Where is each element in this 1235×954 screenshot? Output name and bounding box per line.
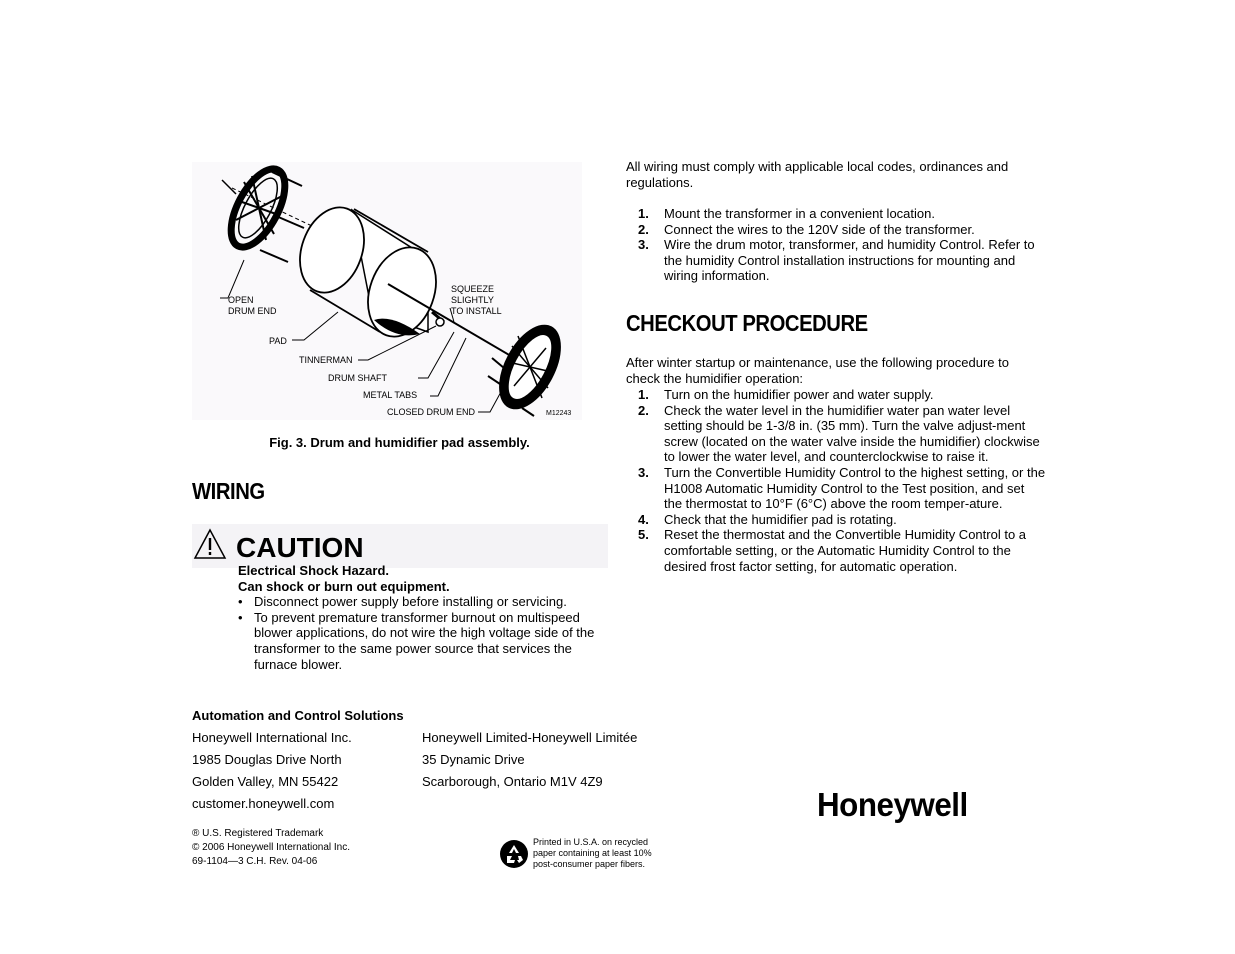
step-text: Reset the thermostat and the Convertible Humidity Control to a comfortable setting, or the Automatic Humidity Control to the desired frost factor setting, for automatic operation. <box>664 527 1027 574</box>
wiring-step <box>626 206 1036 222</box>
address-line: Honeywell Limited-Honeywell Limitée <box>422 730 638 745</box>
step-text: Turn the Convertible Humidity Control to the highest setting, or the H1008 Automatic Humidity Control to the Test position, and set the thermostat to 10°F (6°C) above the room temper-ature. <box>664 464 1046 512</box>
wiring-steps <box>626 206 1036 284</box>
step-number: 4. <box>638 511 649 527</box>
wiring-intro: All wiring must comply with applicable local codes, ordinances and regulations. <box>626 159 1009 190</box>
bullet-mark: • <box>238 609 243 625</box>
drum-assembly-figure <box>192 162 582 420</box>
label-to-install: TO INSTALL <box>451 306 502 316</box>
checkout-heading-wrap <box>626 310 901 337</box>
legal-line: ® U.S. Registered Trademark <box>192 828 324 839</box>
checkout-intro: After winter startup or maintenance, use the following procedure to check the humidifier operation: <box>626 355 1009 386</box>
caution-line2: Can shock or burn out equipment. <box>238 578 450 594</box>
step-number: 2. <box>638 402 649 418</box>
step-text: Wire the drum motor, transformer, and humidity Control. Refer to the humidity Control installation instructions for mounting and wiring information. <box>664 237 1035 284</box>
legal-line: 69-1104—3 C.H. Rev. 04-06 <box>192 856 318 867</box>
step-number: 1. <box>638 387 649 402</box>
step-number: 1. <box>638 206 649 221</box>
label-slightly: SLIGHTLY <box>451 295 494 305</box>
label-drum-end: DRUM END <box>228 306 277 316</box>
website-link[interactable]: customer.honeywell.com <box>192 796 335 811</box>
label-open: OPEN <box>228 295 254 305</box>
us-address <box>192 727 412 815</box>
legal-notes <box>192 827 412 869</box>
step-number: 3. <box>638 464 649 480</box>
recycled-line: paper containing at least 10% <box>533 848 652 858</box>
recycled-line: Printed in U.S.A. on recycled <box>533 837 649 847</box>
caution-bullet <box>238 610 608 672</box>
label-closed-drum-end: CLOSED DRUM END <box>387 407 476 417</box>
legal-line: © 2006 Honeywell International Inc. <box>192 842 351 853</box>
caution-title: CAUTION <box>236 532 364 563</box>
honeywell-logo: Honeywell <box>817 786 968 823</box>
address-line: Scarborough, Ontario M1V 4Z9 <box>422 774 603 789</box>
label-squeeze: SQUEEZE <box>451 284 495 294</box>
caution-bullet-text: To prevent premature transformer burnout on multispeed blower applications, do not wire the high voltage side of the transformer to the same power source that services the furnace blower. <box>254 609 595 672</box>
caution-body <box>238 563 608 672</box>
recycle-icon <box>499 839 529 869</box>
figure-code: M12243 <box>546 410 572 417</box>
step-number: 5. <box>638 527 649 543</box>
wiring-heading-wrap <box>192 478 275 505</box>
recycled-line: post-consumer paper fibers. <box>533 859 646 869</box>
wiring-step <box>626 222 1036 238</box>
closed-drum-end-wheel <box>488 316 573 418</box>
leader-lines <box>220 260 502 412</box>
step-number: 2. <box>638 221 649 237</box>
checkout-heading: CHECKOUT PROCEDURE <box>626 310 868 336</box>
caution-bullet-text: Disconnect power supply before installing or servicing. <box>254 594 567 610</box>
humidifier-pad-cylinder <box>289 198 448 346</box>
wiring-heading: WIRING <box>192 478 265 504</box>
wiring-step <box>626 237 1036 284</box>
step-text: Check that the humidifier pad is rotating. <box>664 511 897 527</box>
checkout-step <box>626 512 1046 528</box>
label-pad: PAD <box>269 336 287 346</box>
step-text: Connect the wires to the 120V side of the transformer. <box>664 221 975 237</box>
figure-caption: Fig. 3. Drum and humidifier pad assembly. <box>269 435 530 450</box>
label-metal-tabs: METAL TABS <box>363 390 418 400</box>
warning-triangle-icon <box>193 528 227 560</box>
caution-bullet <box>238 594 608 610</box>
address-line: 35 Dynamic Drive <box>422 752 525 767</box>
step-text: Check the water level in the humidifier water pan water level setting should be 1-3/8 in. (35 mm). Turn the valve adjust-ment screw (located on the water valve inside the humidifier) clockwise to lower the water level, and counterclockwise to raise it. <box>664 402 1040 465</box>
address-line: Golden Valley, MN 55422 <box>192 774 339 789</box>
checkout-steps <box>626 387 1046 574</box>
canada-address <box>422 727 682 793</box>
open-drum-end-wheel <box>220 162 312 262</box>
caution-line1: Electrical Shock Hazard. <box>238 563 390 578</box>
step-text: Turn on the humidifier power and water supply. <box>664 387 934 402</box>
bullet-mark: • <box>238 594 243 610</box>
checkout-step <box>626 387 1046 403</box>
step-text: Mount the transformer in a convenient location. <box>664 206 935 221</box>
checkout-step <box>626 403 1046 465</box>
drum-assembly-illustration <box>192 162 582 420</box>
org-name: Automation and Control Solutions <box>192 708 404 723</box>
address-line: Honeywell International Inc. <box>192 730 352 745</box>
address-line: 1985 Douglas Drive North <box>192 752 342 767</box>
recycled-note <box>533 837 652 870</box>
label-drum-shaft: DRUM SHAFT <box>328 373 387 383</box>
step-number: 3. <box>638 237 649 253</box>
checkout-step <box>626 465 1046 512</box>
label-tinnerman: TINNERMAN <box>299 355 353 365</box>
checkout-step <box>626 527 1046 574</box>
